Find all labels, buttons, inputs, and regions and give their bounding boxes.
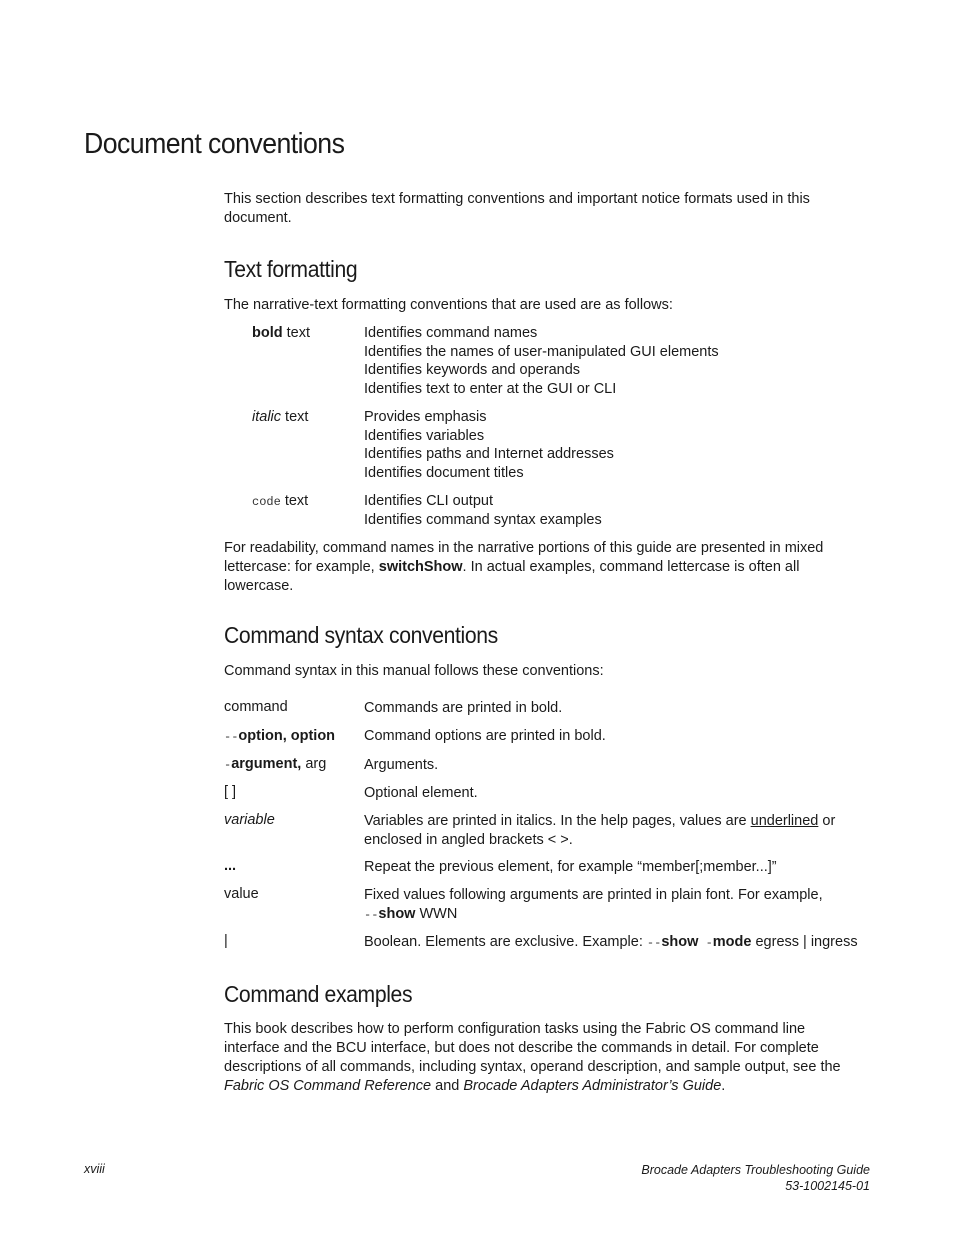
syntax-term-value: value [224,886,259,902]
command-examples-heading: Command examples [224,981,413,1007]
command-examples-paragraph: This book describes how to perform configuration tasks using the Fabric OS command line interface and the BCU interface, but does not describe the commands in detail. For complete descriptions of all commands, including syntax, operand description, and sample output, see the Fabric OS Command Reference and Brocade Adapters Administrator’s Guide. [224,1021,841,1094]
command-syntax-heading: Command syntax conventions [224,622,498,648]
syntax-desc-optional: Optional element. [364,785,478,801]
syntax-term-optional: [ ] [224,784,237,800]
syntax-desc-boolean: Boolean. Elements are exclusive. Example: --show -mode egress | ingress [364,934,858,950]
syntax-desc-option: Command options are printed in bold. [364,728,606,744]
syntax-term-option: --option, option [224,728,336,744]
syntax-desc-variable: Variables are printed in italics. In the help pages, values are underlined or enclosed in angled brackets < >. [364,813,836,848]
page-title: Document conventions [84,128,345,160]
syntax-desc-argument: Arguments. [364,757,439,773]
footer-doc-info [641,1162,870,1194]
page-number: xviii [84,1162,105,1176]
text-formatting-lead: The narrative-text formatting conventions that are used are as follows: [224,297,673,313]
format-desc-italic: Provides emphasis Identifies variables Identifies paths and Internet addresses Identifies document titles [364,409,614,481]
syntax-desc-value: Fixed values following arguments are printed in plain font. For example, --show WWN [364,887,823,922]
syntax-term-boolean: | [224,933,228,949]
syntax-desc-command: Commands are printed in bold. [364,700,563,716]
syntax-term-argument: -argument, arg [224,756,327,772]
text-formatting-heading: Text formatting [224,256,358,282]
footer-doc-number: 53-1002145-01 [785,1179,870,1193]
format-term-italic: italic text [252,409,309,425]
footer-doc-title: Brocade Adapters Troubleshooting Guide [641,1163,870,1177]
syntax-term-command: command [224,699,288,715]
intro-paragraph: This section describes text formatting conventions and important notice formats used in this document. [224,191,810,226]
syntax-desc-repeat: Repeat the previous element, for example “member[;member...]” [364,859,777,875]
format-desc-bold: Identifies command names Identifies the names of user-manipulated GUI elements Identifies keywords and operands Identifies text to enter at the GUI or CLI [364,325,719,397]
format-term-bold: bold text [252,325,311,341]
command-syntax-lead: Command syntax in this manual follows these conventions: [224,663,604,679]
readability-paragraph: For readability, command names in the narrative portions of this guide are presented in mixed lettercase: for example, switchShow. In actual examples, command lettercase is often all lowercase. [224,540,824,594]
format-term-code: code text [252,493,309,509]
inline-command: switchShow [378,559,463,575]
format-desc-code: Identifies CLI output Identifies command syntax examples [364,493,602,528]
syntax-term-repeat: ... [224,858,237,874]
syntax-term-variable: variable [224,812,275,828]
